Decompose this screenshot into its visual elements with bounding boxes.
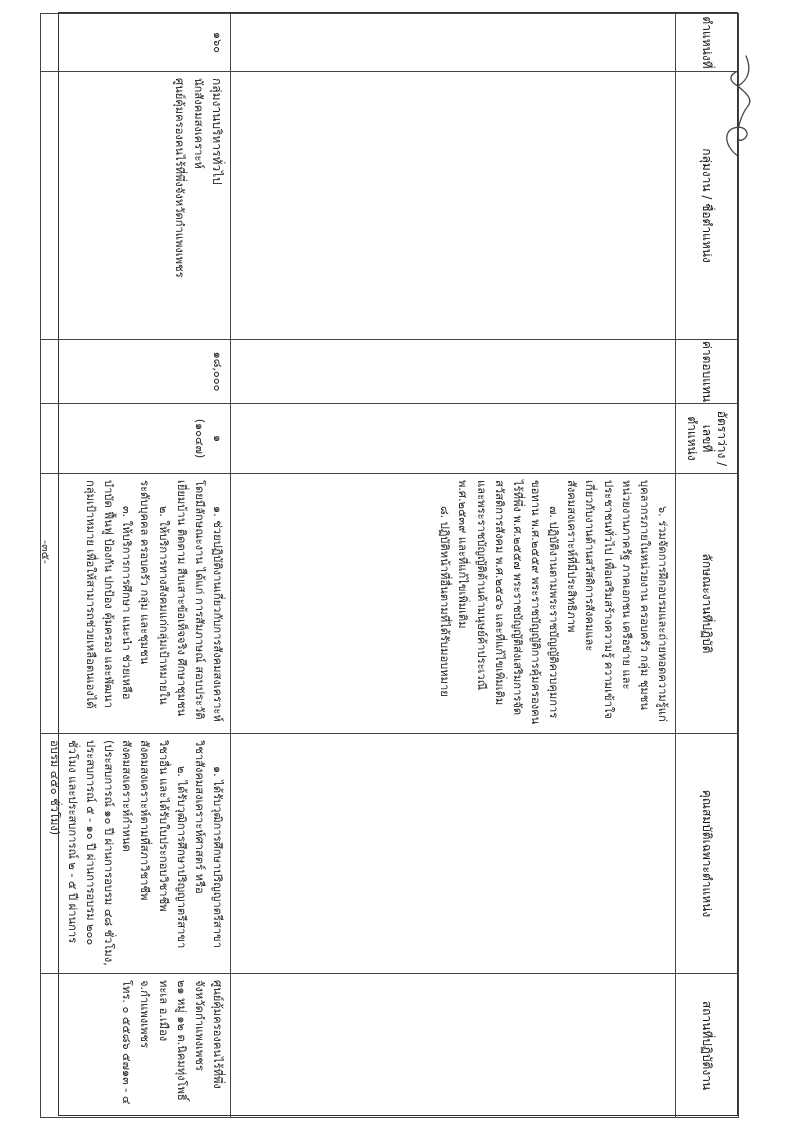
unit-name: ศูนย์คุ้มครองคนไร้ที่พึ่งจังหวัดกำแพงเพชร — [173, 78, 187, 278]
cell-empty — [231, 734, 676, 974]
cell-empty — [231, 340, 676, 404]
cell-empty — [231, 72, 676, 340]
qualification-item: ๑. ได้รับวุฒิการศึกษาปริญญาตรีสาขาวิชาสังคมสงเคราะห์ศาสตร์ หรือ — [192, 740, 224, 948]
duty-item: ๖. ร่วมจัดการฝึกอบรมและถ่ายทอดความรู้แก่บุคลากรภายในหน่วยงาน ครอบครัว กลุ่ม ชุมชน หน่วยงานภาครัฐ ภาคเอกชน เครือข่าย และประชาชนทั่วไป เพื่อเสริมสร้างความรู้ ความเข้าใจเกี่ยวกับงานด้านสวัสดิการสังคมและสังคมสงเคราะห์ที่มีประสิทธิภาพ — [565, 480, 669, 722]
duty-item: ๓. ให้บริการการศึกษา แนะนำ ช่วยเหลือ บำบัด ฟื้นฟู ป้องกัน ปกป้อง คุ้มครอง และพัฒนากลุ่มเป้าหมาย เพื่อให้สามารถช่วยเหลือตนเองได้ — [84, 480, 134, 709]
workplace-cell — [40, 974, 230, 1118]
vacancy-count: ๑ — [211, 434, 224, 443]
workplace-line: ศูนย์คุ้มครองคนไร้ที่พึ่งจังหวัดกำแพงเพชร — [192, 980, 224, 1089]
header-qualifications: คุณสมบัติเฉพาะตำแหน่ง — [676, 734, 739, 974]
position-table — [40, 13, 739, 1118]
header-vacancy: อัตราว่าง / เลขที่ตำแหน่ง — [676, 404, 739, 474]
duty-item: ๒. ให้บริการทางสังคมแก่กลุ่มเป้าหมายในระดับบุคคล ครอบครัว กลุ่ม และชุมชน — [138, 480, 170, 705]
group-title-cell — [40, 72, 230, 340]
table-row-continued — [231, 14, 676, 1118]
group-name: กลุ่มงานบริหารทั่วไป — [210, 78, 224, 185]
qualifications-cell — [40, 734, 230, 974]
header-workplace: สถานที่ปฏิบัติงาน — [676, 974, 739, 1118]
workplace-line: โทร. ๐ ๕๕๘๖ ๕๗๑๓ - ๔ — [120, 980, 134, 1105]
position-no-cell — [40, 14, 230, 72]
salary-value: ๑๘,๐๐๐ — [211, 351, 224, 392]
qualification-item: (ประสบการณ์ ๑๐ ปี ผ่านการอบรม ๔๘ ชั่วโมง, ประสบการณ์ ๕ - ๑๐ ปี ผ่านการอบรม ๒๐๐ ชั่วโมง และประสบการณ์ ๒ - ๕ ปี ผ่านการอบรม ๔๕๐ ชั่วโมง) — [47, 740, 116, 966]
header-row — [676, 14, 739, 1118]
cell-empty — [231, 974, 676, 1118]
duty-item: ๗. ปฏิบัติงานตามพระราชบัญญัติควบคุมการขอทาน พ.ศ.๒๕๕๙ พระราชบัญญัติการคุ้มครองคนไร้ที่พึ่ง พ.ศ.๒๕๕๗ พระราชบัญญัติส่งเสริมการจัดสวัสดิการสังคม พ.ศ.๒๕๔๖ และที่แก้ไขเพิ่มเติม และพระราชบัญญัติต้านค้ามนุษย์ค้าประเวณี พ.ศ.๒๕๓๙ และที่แก้ไขเพิ่มเติม — [456, 480, 561, 725]
duty-item: ๘. ปฏิบัติหน้าที่อื่นตามที่ได้รับมอบหมาย — [438, 506, 452, 697]
document-table-frame — [47, 12, 738, 1116]
cell-empty — [231, 404, 676, 474]
header-group-title: กลุ่มงาน / ชื่อตำแหน่ง — [676, 72, 739, 340]
duties-cell — [231, 474, 676, 734]
vacancy-cell — [40, 404, 230, 474]
cell-empty — [231, 14, 676, 72]
duty-item: ๑. ช่วยปฏิบัติงานเกี่ยวกับการสังคมสงเคราะห์ โดยมีลักษณะงาน ได้แก่ การสัมภาษณ์ สอบประวัติ เยี่ยมบ้าน ติดตาม สืบเสาะข้อเท็จจริง ศึกษาชุมชน — [174, 480, 224, 722]
salary-cell — [40, 340, 230, 404]
position-no: ๑๖๐ — [211, 31, 224, 54]
rotated-table-sheet — [47, 13, 739, 1117]
vacancy-number: (๑๐๔๗) — [192, 418, 206, 459]
header-position-no: ตำแหน่งที่ — [676, 14, 739, 72]
workplace-line: ๒๑ หมู่ ๑๒ ต.นิคมทุ่งโพธิ์ทะเล อ.เมือง — [156, 980, 188, 1101]
header-duties: ลักษณะงานที่ปฏิบัติ — [676, 474, 739, 734]
position-title: นักสังคมสงเคราะห์ — [191, 78, 205, 169]
handwritten-signature — [708, 36, 768, 166]
workplace-line: จ.กำแพงเพชร — [138, 980, 152, 1049]
table-row — [40, 14, 230, 1118]
qualification-item: ๒. ได้รับวุฒิการศึกษาปริญญาตรีสาขาวิชาอื่น และได้รับใบประกอบวิชาชีพสังคมสงเคราะห์ตามที่สภาวิชาชีพสังคมสงเคราะห์กำหนด — [120, 740, 188, 949]
duties-cell — [40, 474, 230, 734]
page-number: -๓๕- — [38, 540, 52, 564]
header-salary: ค่าตอบแทน — [676, 340, 739, 404]
